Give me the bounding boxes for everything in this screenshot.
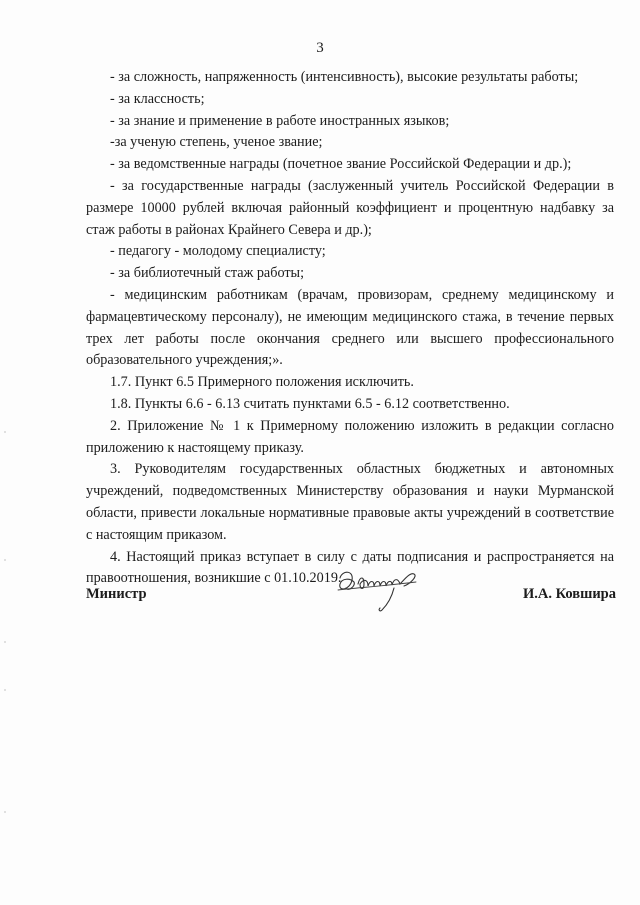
paragraph-bonus-medical: - медицинским работникам (врачам, провизорам, среднему медицинскому и фармацевтическому персоналу), не имеющим медицинского стажа, в течение первых трех лет работы после окончания среднего или высшего профессионального образовательного учреждения;». (86, 286, 614, 369)
signatory-title: Министр (86, 586, 147, 602)
paragraph-item-3: 3. Руководителям государственных областных бюджетных и автономных учреждений, подведомственных Министерству образования и науки Мурманской области, привести локальные нормативные правовые акты учреждений в соответствие с настоящим приказом. (86, 461, 614, 543)
paragraph-bonus-young-teacher: - педагогу - молодому специалисту; (110, 243, 326, 260)
signatory-name: И.А. Ковшира (522, 586, 616, 602)
paragraph-bonus-complexity: - за сложность, напряженность (интенсивность), высокие результаты работы; (110, 69, 579, 85)
paragraph-item-2: 2. Приложение № 1 к Примерному положению изложить в редакции согласно приложению к настоящему приказу. (86, 417, 614, 456)
paragraph-bonus-state-awards: - за государственные награды (заслуженный учитель Российской Федерации в размере 10000 рублей включая районный коэффициент и процентную надбавку за стаж работы в районах Крайнего Севера и др.); (86, 177, 614, 238)
paragraph-bonus-degree: -за ученую степень, ученое звание; (110, 134, 323, 151)
paragraph-bonus-library: - за библиотечный стаж работы; (110, 265, 305, 282)
paragraph-item-1-7: 1.7. Пункт 6.5 Примерного положения исключить. (110, 374, 414, 391)
scan-margin-specks (2, 0, 8, 905)
page-number: 3 (316, 40, 324, 56)
handwritten-signature (334, 566, 424, 614)
paragraph-item-1-8: 1.8. Пункты 6.6 - 6.13 считать пунктами 6.5 - 6.12 соответственно. (110, 395, 510, 412)
paragraph-bonus-class: - за классность; (110, 90, 205, 107)
signature-block (86, 566, 616, 616)
document-body (86, 67, 614, 590)
paragraph-item-4: 4. Настоящий приказ вступает в силу с даты подписания и распространяется на правоотношения, возникшие с 01.10.2019. (86, 548, 614, 587)
paragraph-bonus-departmental-awards: - за ведомственные награды (почетное звание Российской Федерации и др.); (110, 156, 572, 173)
paragraph-bonus-languages: - за знание и применение в работе иностранных языков; (110, 112, 450, 129)
